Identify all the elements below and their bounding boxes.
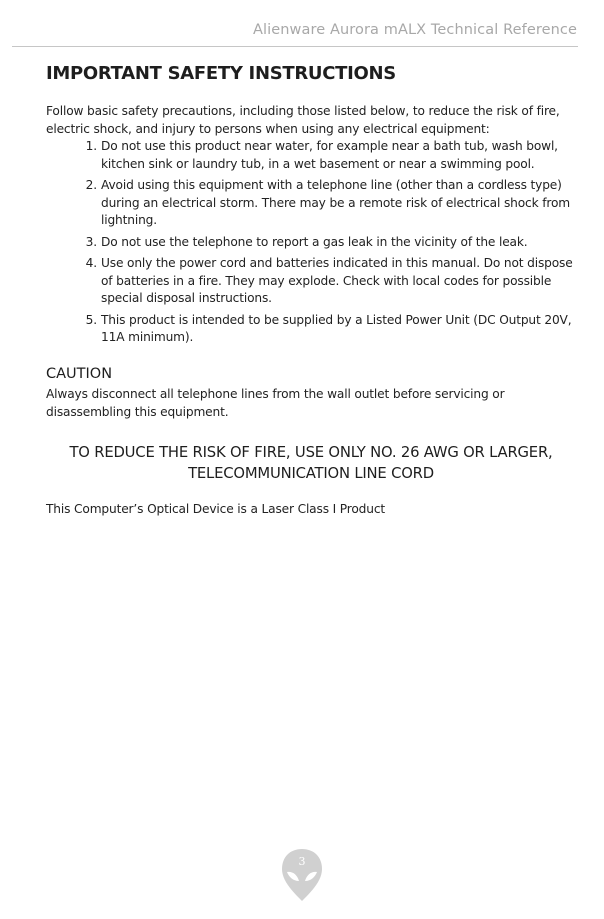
- list-item: [66, 234, 581, 252]
- caution-heading: CAUTION: [46, 366, 113, 382]
- caution-text: Always disconnect all telephone lines from the wall outlet before servicing or disassembling this equipment.: [46, 387, 505, 419]
- page-title: IMPORTANT SAFETY INSTRUCTIONS: [46, 63, 396, 84]
- list-item-number: 1.: [85, 139, 97, 153]
- list-item: [66, 255, 581, 308]
- list-item-text: Avoid using this equipment with a telephone line (other than a cordless type) during an electrical storm. There may be a remote risk of electrical shock from lightning.: [101, 178, 570, 227]
- fire-risk-warning: TO REDUCE THE RISK OF FIRE, USE ONLY NO. 26 AWG OR LARGER, TELECOMMUNICATION LINE CORD: [69, 444, 553, 482]
- list-item: [66, 138, 581, 173]
- list-item-number: 2.: [85, 178, 97, 192]
- list-item-text: Do not use this product near water, for example near a bath tub, wash bowl, kitchen sink or laundry tub, in a wet basement or near a swimming pool.: [101, 139, 558, 171]
- list-item-number: 3.: [85, 234, 97, 249]
- list-item-number: 5.: [85, 312, 97, 327]
- list-item-number: 4.: [85, 256, 97, 270]
- list-item-text: Do not use the telephone to report a gas leak in the vicinity of the leak.: [101, 234, 528, 249]
- header-divider: [12, 46, 578, 47]
- list-item-text: This product is intended to be supplied by a Listed Power Unit (DC Output 20V, 11A minimum).: [101, 312, 572, 344]
- safety-instructions-list: [66, 138, 581, 351]
- list-item: [66, 312, 581, 347]
- page-number: 3: [298, 855, 306, 868]
- laser-class-note: This Computer’s Optical Device is a Laser Class I Product: [46, 502, 386, 516]
- list-item: [66, 177, 581, 230]
- intro-paragraph: Follow basic safety precautions, including those listed below, to reduce the risk of fire, electric shock, and injury to persons when using any electrical equipment:: [46, 104, 560, 136]
- running-header: Alienware Aurora mALX Technical Reference: [252, 22, 577, 38]
- list-item-text: Use only the power cord and batteries indicated in this manual. Do not dispose of batteries in a fire. They may explode. Check with local codes for possible special disposal instructions.: [101, 256, 573, 305]
